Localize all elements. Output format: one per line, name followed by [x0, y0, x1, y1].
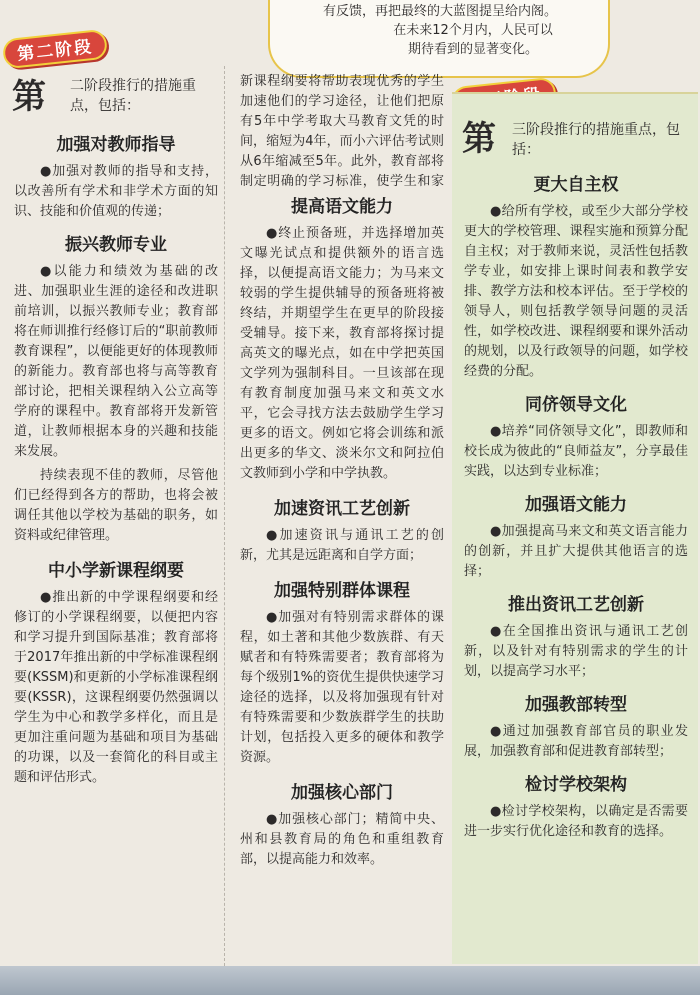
section-title: 加强教部转型: [525, 695, 627, 715]
section-title: 加速资讯工艺创新: [274, 499, 410, 519]
section-paragraph: 持续表现不佳的教师，尽管他们已经得到各方的帮助，也将会被调任其他以学校为基础的职务，如资料或纪律管理。: [14, 468, 218, 543]
section-paragraph: ●加强核心部门；精简中央、州和县教育局的角色和重组教育部，以提高能力和效率。: [240, 812, 444, 867]
continued-paragraph: 新课程纲要将帮助表现优秀的学生加速他们的学习途径，让他们把原有5年中学考取大马教育文凭的时间，缩短为4年，而小六评估考试则从6年缩减至5年。此外，教育部将制定明确的学习标准，使学生和家: [240, 74, 444, 189]
section-paragraph: ●推出新的中学课程纲要和经修订的小学课程纲要，以便把内容和学习提升到国际基准；教育部将于2017年推出新的中学标准课程纲要(KSSM)和更新的小学标准课程纲要(KSSR)，这课程纲要仍然强调以学生为中心和教学多样化，而且是更加注重问题为基础和项目为基础的功课，以及一套简化的科目或主题和评估形式。: [14, 590, 218, 785]
stage-3-column: [452, 92, 698, 964]
section-paragraph: ●加速资讯与通讯工艺的创新，尤其是远距离和自学方面；: [240, 528, 444, 563]
section-paragraph: ●检讨学校架构，以确定是否需要进一步实行优化途径和教育的选择。: [464, 804, 688, 839]
stage-2-intro: [12, 76, 214, 117]
page-bottom-bar: [0, 966, 700, 995]
section-title: 振兴教师专业: [65, 235, 167, 255]
section-title: 加强语文能力: [525, 495, 627, 515]
section-paragraph: ●终止预备班，并选择增加英文曝光试点和提供额外的语言选择，以便提高语文能力；为马来文较弱的学生提供辅导的预备班将被终结，并期望学生在更早的阶段接受辅导。接下来，教育部将探讨提高英文的曝光点，如在中学把英国文学列为强制科目。一旦该部在现有教育制度加强马来文和英文水平，它会寻找方法去鼓励学生学习更多的语文。例如它将会训练和派出更多的华文、淡米尔文和阿拉伯文教师到小学和中学执教。: [240, 226, 444, 481]
stage-3-drop-cap: 第: [462, 119, 496, 159]
stage-2-intro-text: 二阶段推行的措施重点，包括：: [70, 78, 196, 114]
section-title: 同侪领导文化: [525, 395, 627, 415]
section-paragraph: ●以能力和绩效为基础的改进、加强职业生涯的途径和改进职前培训，以振兴教师专业；教育部将在师训推行经修订后的“职前教师教育课程”，以便能更好的体现教师的新能力。教育部也将与高等教育部讨论，把相关课程纳入公立高等学府的课程中。教育部将开发新管道，让教师根据本身的兴趣和技能来发展。: [14, 264, 218, 459]
section-paragraph: ●加强提高马来文和英文语言能力的创新，并且扩大提供其他语言的选择；: [464, 524, 688, 579]
section-title: 加强对教师指导: [56, 135, 176, 155]
section-title: 更大自主权: [533, 175, 619, 195]
stage-2-column: [2, 66, 225, 966]
section-paragraph: ●给所有学校，或至少大部分学校更大的学校管理、课程实施和预算分配自主权；对于教师来说，灵活性包括教学专业，如安排上课时间表和教学安排、教学方法和校本评估。至于学校的领导人，则包括教学领导问题的灵活性，如学校改进、课程纲要和课外活动的规划，以及行政领导的问题，如学校经费的分配。: [464, 204, 688, 379]
section-paragraph: ●培养“同侪领导文化”，即教师和校长成为彼此的“良师益友”，分享最佳实践，以达到专业标准；: [464, 424, 688, 479]
section-paragraph: ●通过加强教育部官员的职业发展，加强教育部和促进教育部转型；: [464, 724, 688, 759]
middle-column: [232, 66, 448, 966]
section-paragraph: ●加强对教师的指导和支持，以改善所有学术和非学术方面的知识、技能和价值观的传递；: [14, 164, 218, 219]
top-line-2: 在未来12个月内，人民可以: [393, 23, 553, 38]
stage-2-tag: 第二阶段: [2, 29, 109, 70]
section-paragraph: ●加强对有特别需求群体的课程，如土著和其他少数族群、有天赋者和有特殊需要者；教育部将为每个级别1%的资优生提供快速学习途径的选择，以及将加强现有针对有特殊需要和少数族群学生的扶助计划，包括投入更多的硬体和教学资源。: [240, 610, 444, 765]
stage-3-intro-text: 三阶段推行的措施重点，包括：: [512, 122, 680, 158]
section-title: 提高语文能力: [291, 197, 393, 217]
section-paragraph: ●在全国推出资讯与通讯工艺创新，以及针对有特别需求的学生的计划，以提高学习水平；: [464, 624, 688, 679]
top-line-3: 期待看到的显著变化。: [407, 42, 538, 57]
top-line-1: 有反馈，再把最终的大蓝图提呈给内阁。: [322, 4, 557, 19]
section-title: 加强核心部门: [291, 783, 393, 803]
stage-3-intro: [462, 119, 686, 160]
stage-2-drop-cap: 第: [12, 77, 46, 117]
section-title: 加强特别群体课程: [274, 581, 410, 601]
section-title: 推出资讯工艺创新: [508, 595, 644, 615]
section-title: 中小学新课程纲要: [48, 561, 184, 581]
section-title: 检讨学校架构: [525, 775, 627, 795]
